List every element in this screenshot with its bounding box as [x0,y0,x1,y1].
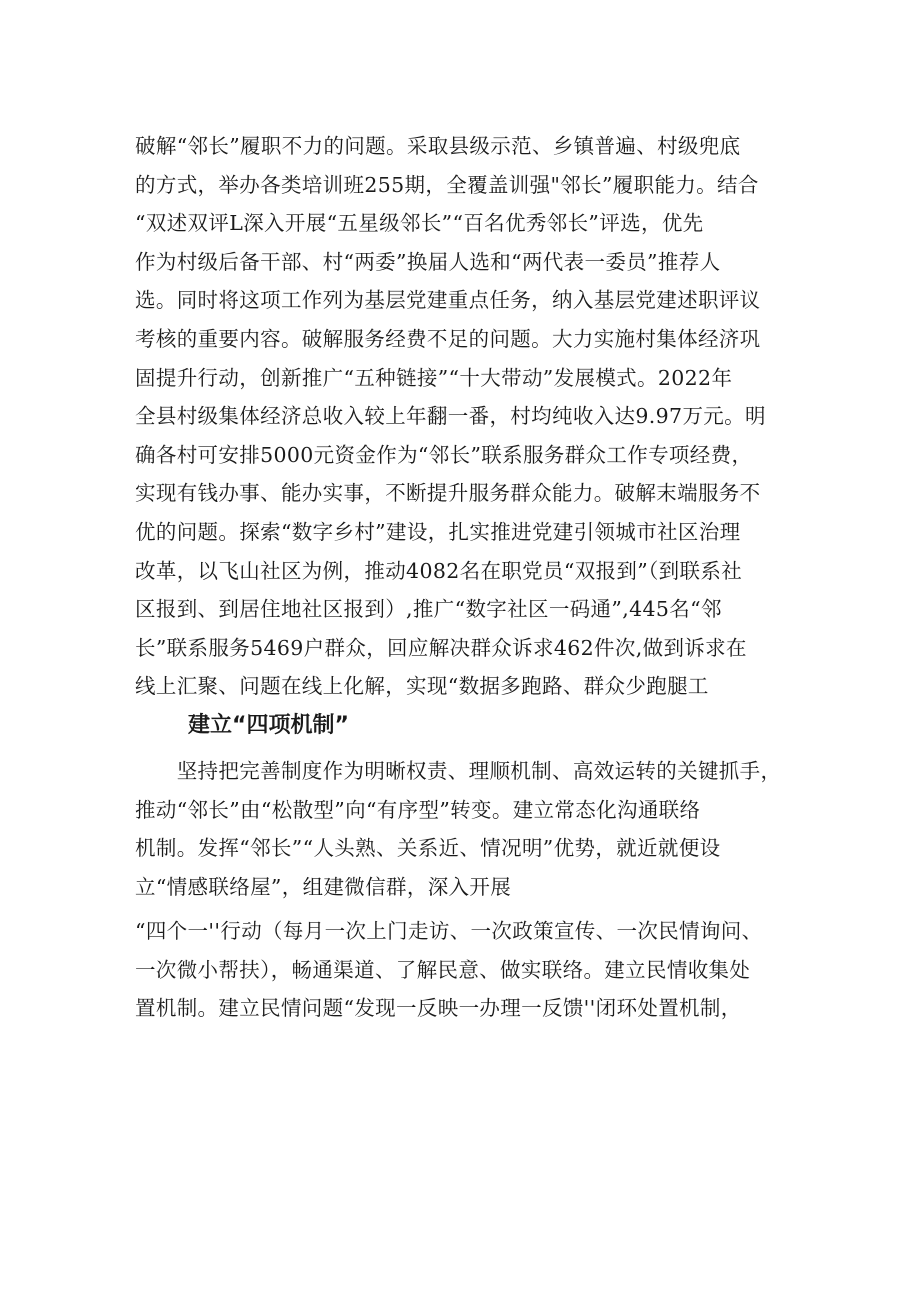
text-line: 一次微小帮扶），畅通渠道、了解民意、做实联络。建立民情收集处 [135,957,751,982]
text-line: 坚持把完善制度作为明晰权责、理顺机制、高效运转的关键抓手， [135,758,782,783]
text-line: 长”联系服务5469户群众，回应解决群众诉求462件次,做到诉求在 [135,635,747,660]
text-line: 优的问题。探索“数字乡村”建设，扎实推进党建引领城市社区治理 [135,519,741,544]
paragraph-2 [135,752,795,906]
text-line: 立“情感联络屋”，组建微信群，深入开展 [135,874,512,899]
text-line: “双述双评L深入开展“五星级邻长”“百名优秀邻长”评选，优先 [135,211,704,236]
text-line: 实现有钱办事、能办实事，不断提升服务群众能力。破解末端服务不 [135,481,761,506]
text-line: 作为村级后备干部、村“两委”换届人选和“两代表一委员”推荐人 [135,249,721,274]
text-line: 的方式，举办各类培训班255期，全覆盖训强"邻长”履职能力。结合 [135,172,759,197]
paragraph-3 [135,912,795,1028]
text-line: 区报到、到居住地社区报到）,推广“数字社区一码通”,445名“邻 [135,597,722,622]
text-line: 线上汇聚、问题在线上化解，实现“数据多跑路、群众少跑腿工 [135,674,709,699]
text-line: 置机制。建立民情问题“发现一反映一办理一反馈''闭环处置机制， [135,996,742,1021]
text-line: 全县村级集体经济总收入较上年翻一番，村均纯收入达9.97万元。明 [135,404,766,429]
text-line: 固提升行动，创新推广“五种链接”“十大带动”发展模式。2022年 [135,365,733,390]
document-body [135,127,795,1028]
text-line: 推动“邻长”由“松散型”向“有序型”转变。建立常态化沟通联络 [135,797,701,822]
text-line: “四个一''行动（每月一次上门走访、一次政策宣传、一次民情询问、 [135,919,763,944]
section-heading: 建立“四项机制” [188,712,349,738]
text-line: 确各村可安排5000元资金作为“邻长”联系服务群众工作专项经费， [135,442,753,467]
text-line: 破解“邻长”履职不力的问题。采取县级示范、乡镇普遍、村级兜底 [135,134,741,158]
text-line: 机制。发挥“邻长”“人头熟、关系近、情况明”优势，就近就便设 [135,836,721,861]
text-line: 改革，以飞山社区为例，推动4082名在职党员“双报到”（到联系社 [135,558,743,583]
text-line: 选。同时将这项工作列为基层党建重点任务，纳入基层党建述职评议 [135,288,761,313]
paragraph-1 [135,127,795,706]
text-line: 考核的重要内容。破解服务经费不足的问题。大力实施村集体经济巩 [135,326,761,351]
